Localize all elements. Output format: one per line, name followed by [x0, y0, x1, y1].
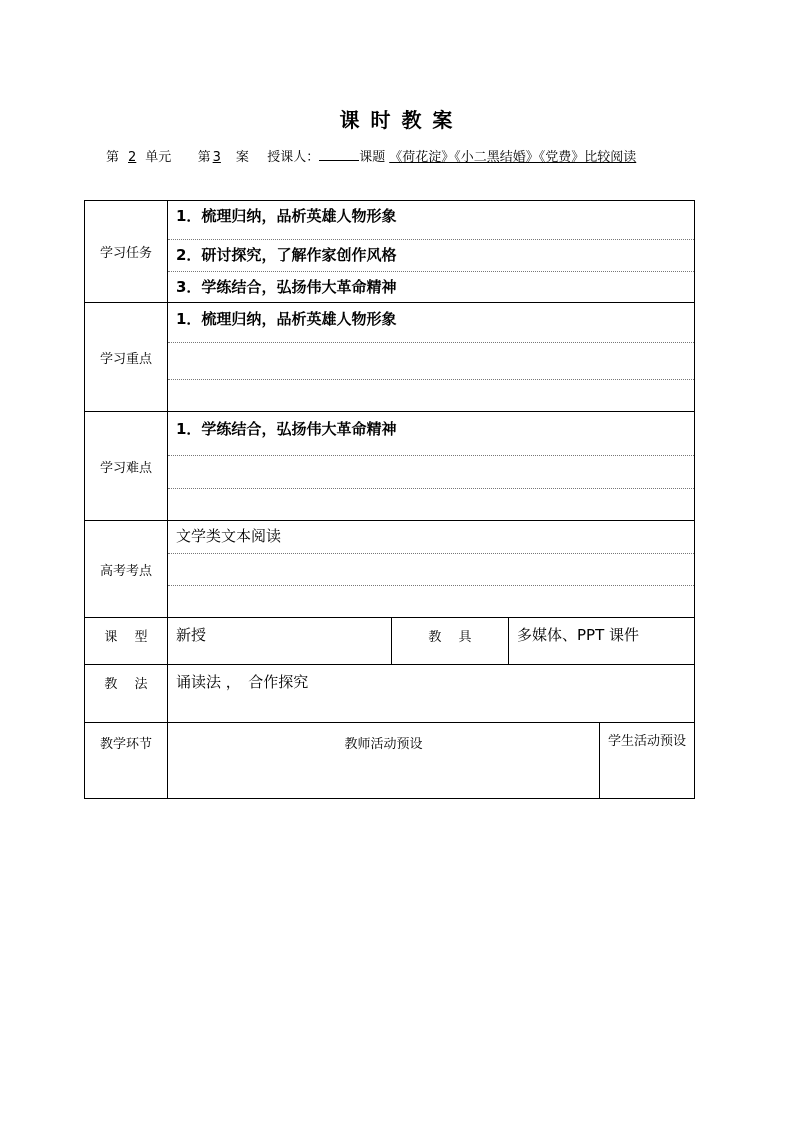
- unit-number: 2: [128, 150, 137, 165]
- tasks-row: [85, 201, 695, 303]
- method-value: 诵读法 ， 合作探究: [168, 665, 695, 723]
- task-item: 2．研讨探究，了解作家创作风格: [168, 239, 694, 271]
- lesson-plan-table: [84, 200, 695, 799]
- process-header-row: [85, 723, 695, 799]
- unit-prefix: 第: [106, 150, 120, 165]
- unit-suffix: 单元: [145, 150, 172, 165]
- exam-point-item: 文学类文本阅读: [176, 527, 282, 545]
- teacher-blank: [319, 148, 359, 161]
- key-points-content: [168, 303, 695, 412]
- case-prefix: 第: [197, 150, 211, 165]
- lesson-info-line: [106, 146, 636, 165]
- exam-point-item: [168, 585, 694, 617]
- key-point-item: 1．梳理归纳，品析英雄人物形象: [176, 310, 397, 328]
- tasks-label: 学习任务: [85, 201, 168, 303]
- task-item: 1．梳理归纳，品析英雄人物形象: [176, 207, 397, 225]
- lesson-type-label: 课 型: [85, 618, 168, 665]
- method-row: [85, 665, 695, 723]
- page-title: 课 时 教 案: [339, 108, 455, 132]
- task-item: 3．学练结合，弘扬伟大革命精神: [168, 271, 694, 302]
- exam-point-item: [168, 553, 694, 585]
- tasks-content: [168, 201, 695, 303]
- difficulties-content: [168, 412, 695, 521]
- case-suffix: 案: [235, 150, 249, 165]
- lesson-type-row: [85, 618, 695, 665]
- exam-points-row: [85, 521, 695, 618]
- student-activity-header: 学生活动预设: [600, 723, 695, 799]
- teacher-activity-header: 教师活动预设: [168, 723, 600, 799]
- stage-header: 教学环节: [85, 723, 168, 799]
- exam-points-content: [168, 521, 695, 618]
- difficulties-label: 学习难点: [85, 412, 168, 521]
- key-point-item: [168, 379, 694, 411]
- difficulties-row: [85, 412, 695, 521]
- key-points-row: [85, 303, 695, 412]
- teacher-label: 授课人：: [267, 150, 320, 165]
- teaching-tools-label: 教 具: [392, 618, 509, 665]
- key-point-item: [168, 342, 694, 379]
- teaching-tools-value: 多媒体、PPT 课件: [509, 618, 695, 665]
- method-label: 教 法: [85, 665, 168, 723]
- lesson-type-value: 新授: [168, 618, 392, 665]
- difficulty-item: [168, 455, 694, 488]
- difficulty-item: 1．学练结合，弘扬伟大革命精神: [176, 420, 397, 438]
- case-number: 3: [212, 150, 221, 165]
- difficulty-item: [168, 488, 694, 520]
- topic-value: 《荷花淀》《小二黑结婚》《党费》比较阅读: [389, 150, 637, 165]
- key-points-label: 学习重点: [85, 303, 168, 412]
- exam-points-label: 高考考点: [85, 521, 168, 618]
- topic-label: 课题: [359, 150, 386, 165]
